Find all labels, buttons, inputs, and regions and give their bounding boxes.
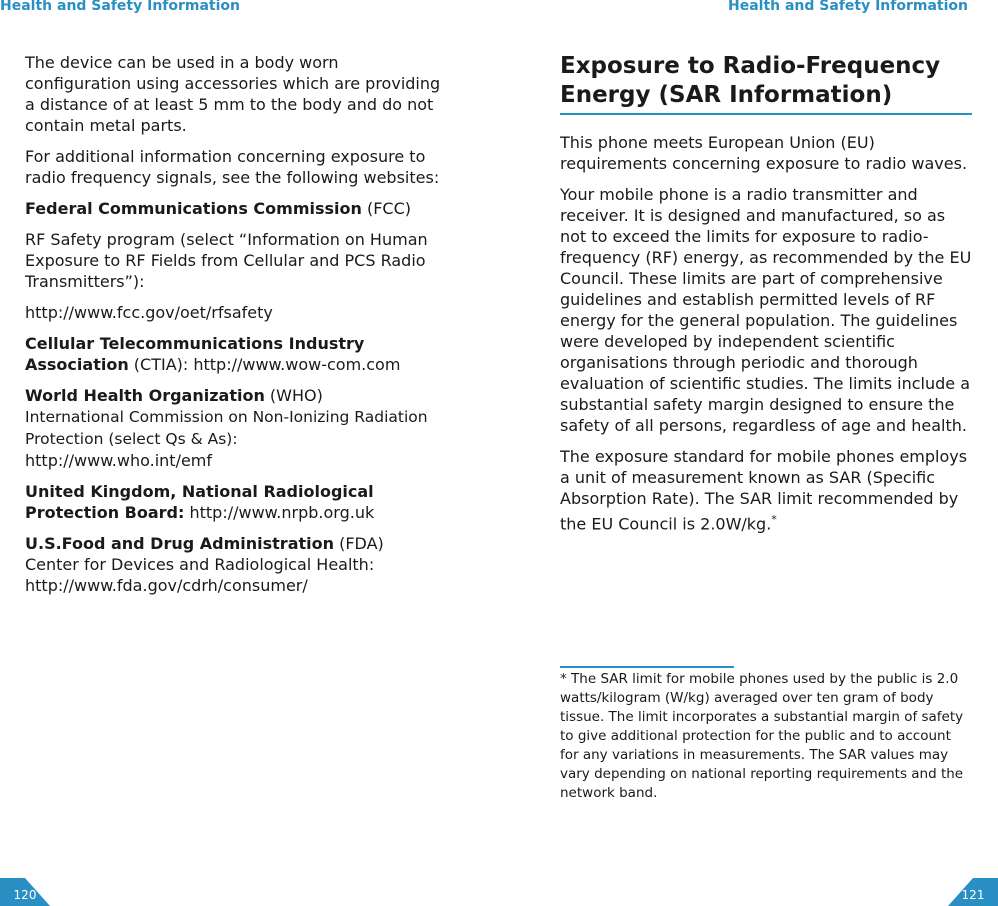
right-running-header: Health and Safety Information (727, 0, 968, 14)
right-page-number: 121 (961, 888, 985, 902)
fda-url: http://www.fda.gov/cdrh/consumer/ (25, 576, 308, 595)
sar-standard-paragraph (560, 446, 972, 534)
eu-requirements-paragraph: This phone meets European Union (EU) requirements concerning exposure to radio waves. (560, 133, 968, 173)
who-body: International Commission on Non-Ionizing Radiation Protection (select Qs & As): (25, 408, 428, 448)
footnote-divider (560, 666, 734, 668)
who-entry (25, 385, 445, 471)
who-abbrev: (WHO) (264, 386, 323, 405)
nrpb-url: http://www.nrpb.org.uk (184, 503, 375, 522)
sar-standard-text: The exposure standard for mobile phones employs a unit of measurement known as SAR (Specific Absorption Rate). The SAR limit recommended by the EU Council is 2.0W/kg. (560, 447, 968, 534)
left-page-number: 120 (13, 888, 37, 902)
left-page-column (25, 52, 445, 606)
fcc-abbrev: (FCC) (361, 199, 412, 218)
ctia-entry (25, 333, 445, 375)
ctia-url: (CTIA): http://www.wow-com.com (128, 355, 401, 374)
radio-transmitter-paragraph: Your mobile phone is a radio transmitter and receiver. It is designed and manufactured, so as not to exceed the limits for exposure to radio-frequency (RF) energy, as recommended by the EU Council. These limits are part of comprehensive guidelines and establish permitted levels of RF energy for the general population. The guidelines were developed by independent scientific organisations through periodic and thorough evaluation of scientific studies. The limits include a substantial safety margin designed to ensure the safety of all persons, regardless of age and health. (560, 185, 972, 435)
right-page-column (560, 52, 972, 544)
left-running-header: Health and Safety Information (0, 0, 241, 14)
page-title: Exposure to Radio-Frequency Energy (SAR Information) (560, 52, 972, 115)
fcc-url: http://www.fcc.gov/oet/rfsafety (25, 303, 273, 322)
nrpb-entry (25, 481, 445, 523)
fcc-heading (25, 198, 445, 219)
fda-entry (25, 533, 445, 596)
who-name: World Health Organization (25, 386, 265, 405)
fda-body: Center for Devices and Radiological Health: (25, 555, 375, 574)
fda-name: U.S.Food and Drug Administration (25, 534, 334, 553)
ctia-name: Cellular Telecommunications Industry Association (25, 334, 365, 374)
who-url: http://www.who.int/emf (25, 451, 213, 470)
footnote-marker: * (771, 513, 777, 526)
nrpb-name: United Kingdom, National Radiological Protection Board: (25, 482, 374, 522)
right-page-number-tab (948, 876, 998, 906)
additional-info-paragraph: For additional information concerning exposure to radio frequency signals, see the following websites: (25, 147, 440, 187)
sar-footnote: * The SAR limit for mobile phones used by the public is 2.0 watts/kilogram (W/kg) averaged over ten gram of body tissue. The limit incorporates a substantial margin of safety to give additional protection for the public and to account for any variations in measurements. The SAR values may vary depending on national reporting requirements and the network band. (560, 671, 964, 801)
left-page-number-tab (0, 876, 50, 906)
fda-abbrev: (FDA) (334, 534, 384, 553)
fcc-program: RF Safety program (select “Information on Human Exposure to RF Fields from Cellular and PCS Radio Transmitters”): (25, 230, 428, 291)
fcc-name: Federal Communications Commission (25, 199, 362, 218)
body-worn-paragraph: The device can be used in a body worn configuration using accessories which are providing a distance of at least 5 mm to the body and do not contain metal parts. (25, 53, 441, 135)
